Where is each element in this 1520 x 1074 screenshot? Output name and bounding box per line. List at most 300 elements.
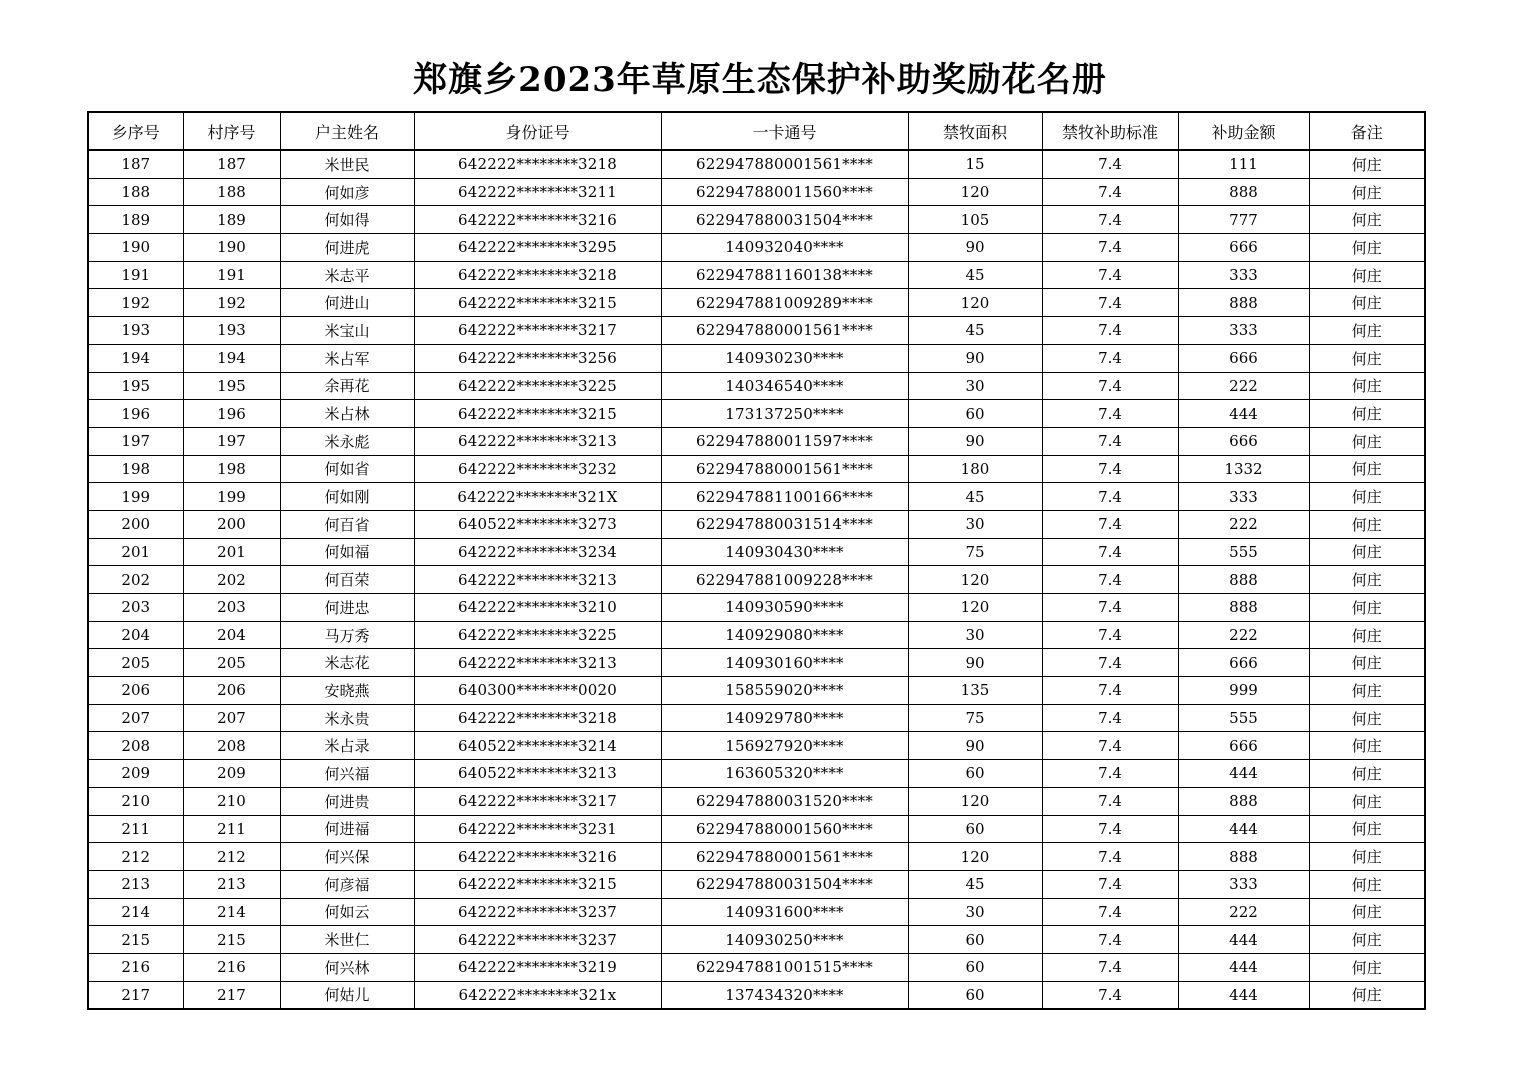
header-row <box>88 112 1425 150</box>
card-number-cell: 622947880001561**** <box>661 150 908 178</box>
householder-name-cell: 米占录 <box>280 732 414 760</box>
table-row <box>88 510 1425 538</box>
table-row <box>88 815 1425 843</box>
subsidy-roster-table <box>87 111 1426 1010</box>
remarks-cell: 何庄 <box>1309 677 1425 705</box>
card-number-cell: 140932040**** <box>661 234 908 262</box>
standard-cell: 7.4 <box>1042 400 1178 428</box>
amount-cell: 333 <box>1178 317 1309 345</box>
householder-name-cell: 何进忠 <box>280 594 414 622</box>
table-row <box>88 953 1425 981</box>
householder-name-cell: 何百省 <box>280 510 414 538</box>
table-row <box>88 926 1425 954</box>
remarks-cell: 何庄 <box>1309 566 1425 594</box>
table-row <box>88 206 1425 234</box>
area-cell: 60 <box>908 953 1042 981</box>
area-cell: 120 <box>908 594 1042 622</box>
table-row <box>88 649 1425 677</box>
card-number-cell: 158559020**** <box>661 677 908 705</box>
id-number-cell: 642222********3218 <box>414 261 661 289</box>
card-number-cell: 622947880001561**** <box>661 455 908 483</box>
remarks-cell: 何庄 <box>1309 150 1425 178</box>
amount-cell: 222 <box>1178 372 1309 400</box>
village-no-cell: 210 <box>183 787 280 815</box>
remarks-cell: 何庄 <box>1309 234 1425 262</box>
township-no-cell: 205 <box>88 649 183 677</box>
remarks-cell: 何庄 <box>1309 427 1425 455</box>
village-no-cell: 211 <box>183 815 280 843</box>
remarks-cell: 何庄 <box>1309 455 1425 483</box>
remarks-cell: 何庄 <box>1309 178 1425 206</box>
village-no-cell: 196 <box>183 400 280 428</box>
standard-cell: 7.4 <box>1042 649 1178 677</box>
id-number-cell: 642222********3216 <box>414 206 661 234</box>
card-number-cell: 140346540**** <box>661 372 908 400</box>
card-number-cell: 140930160**** <box>661 649 908 677</box>
householder-name-cell: 米世仁 <box>280 926 414 954</box>
householder-name-cell: 米永彪 <box>280 427 414 455</box>
card-number-cell: 622947880031504**** <box>661 870 908 898</box>
standard-cell: 7.4 <box>1042 317 1178 345</box>
standard-cell: 7.4 <box>1042 372 1178 400</box>
area-cell: 120 <box>908 178 1042 206</box>
table-row <box>88 372 1425 400</box>
column-header-subsidy-amount: 补助金额 <box>1178 112 1309 150</box>
area-cell: 75 <box>908 704 1042 732</box>
area-cell: 90 <box>908 344 1042 372</box>
area-cell: 15 <box>908 150 1042 178</box>
village-no-cell: 191 <box>183 261 280 289</box>
amount-cell: 888 <box>1178 787 1309 815</box>
amount-cell: 1332 <box>1178 455 1309 483</box>
householder-name-cell: 米志平 <box>280 261 414 289</box>
village-no-cell: 215 <box>183 926 280 954</box>
township-no-cell: 201 <box>88 538 183 566</box>
card-number-cell: 137434320**** <box>661 981 908 1009</box>
township-no-cell: 214 <box>88 898 183 926</box>
id-number-cell: 640300********0020 <box>414 677 661 705</box>
householder-name-cell: 何如彦 <box>280 178 414 206</box>
householder-name-cell: 安晓燕 <box>280 677 414 705</box>
id-number-cell: 642222********3231 <box>414 815 661 843</box>
standard-cell: 7.4 <box>1042 234 1178 262</box>
householder-name-cell: 何如省 <box>280 455 414 483</box>
table-row <box>88 483 1425 511</box>
householder-name-cell: 米志花 <box>280 649 414 677</box>
remarks-cell: 何庄 <box>1309 289 1425 317</box>
card-number-cell: 140930230**** <box>661 344 908 372</box>
township-no-cell: 196 <box>88 400 183 428</box>
remarks-cell: 何庄 <box>1309 732 1425 760</box>
area-cell: 105 <box>908 206 1042 234</box>
standard-cell: 7.4 <box>1042 926 1178 954</box>
area-cell: 60 <box>908 760 1042 788</box>
area-cell: 30 <box>908 621 1042 649</box>
column-header-township-no: 乡序号 <box>88 112 183 150</box>
column-header-remarks: 备注 <box>1309 112 1425 150</box>
standard-cell: 7.4 <box>1042 566 1178 594</box>
id-number-cell: 642222********3213 <box>414 566 661 594</box>
standard-cell: 7.4 <box>1042 898 1178 926</box>
village-no-cell: 197 <box>183 427 280 455</box>
table-row <box>88 704 1425 732</box>
table-row <box>88 787 1425 815</box>
id-number-cell: 642222********3256 <box>414 344 661 372</box>
amount-cell: 444 <box>1178 760 1309 788</box>
id-number-cell: 642222********3210 <box>414 594 661 622</box>
remarks-cell: 何庄 <box>1309 898 1425 926</box>
township-no-cell: 207 <box>88 704 183 732</box>
remarks-cell: 何庄 <box>1309 843 1425 871</box>
township-no-cell: 197 <box>88 427 183 455</box>
standard-cell: 7.4 <box>1042 344 1178 372</box>
table-row <box>88 344 1425 372</box>
amount-cell: 888 <box>1178 289 1309 317</box>
table-row <box>88 760 1425 788</box>
table-row <box>88 898 1425 926</box>
amount-cell: 222 <box>1178 510 1309 538</box>
area-cell: 120 <box>908 289 1042 317</box>
remarks-cell: 何庄 <box>1309 621 1425 649</box>
village-no-cell: 203 <box>183 594 280 622</box>
township-no-cell: 187 <box>88 150 183 178</box>
village-no-cell: 200 <box>183 510 280 538</box>
id-number-cell: 642222********3218 <box>414 704 661 732</box>
amount-cell: 666 <box>1178 427 1309 455</box>
township-no-cell: 193 <box>88 317 183 345</box>
township-no-cell: 198 <box>88 455 183 483</box>
amount-cell: 111 <box>1178 150 1309 178</box>
amount-cell: 888 <box>1178 566 1309 594</box>
village-no-cell: 208 <box>183 732 280 760</box>
amount-cell: 444 <box>1178 926 1309 954</box>
township-no-cell: 195 <box>88 372 183 400</box>
standard-cell: 7.4 <box>1042 843 1178 871</box>
householder-name-cell: 米宝山 <box>280 317 414 345</box>
amount-cell: 999 <box>1178 677 1309 705</box>
township-no-cell: 212 <box>88 843 183 871</box>
area-cell: 60 <box>908 815 1042 843</box>
householder-name-cell: 马万秀 <box>280 621 414 649</box>
township-no-cell: 200 <box>88 510 183 538</box>
table-row <box>88 455 1425 483</box>
remarks-cell: 何庄 <box>1309 787 1425 815</box>
card-number-cell: 622947881001515**** <box>661 953 908 981</box>
id-number-cell: 642222********3217 <box>414 317 661 345</box>
township-no-cell: 215 <box>88 926 183 954</box>
id-number-cell: 642222********3215 <box>414 400 661 428</box>
standard-cell: 7.4 <box>1042 261 1178 289</box>
householder-name-cell: 米占军 <box>280 344 414 372</box>
id-number-cell: 642222********3225 <box>414 372 661 400</box>
township-no-cell: 199 <box>88 483 183 511</box>
card-number-cell: 140930590**** <box>661 594 908 622</box>
village-no-cell: 202 <box>183 566 280 594</box>
amount-cell: 555 <box>1178 538 1309 566</box>
township-no-cell: 206 <box>88 677 183 705</box>
remarks-cell: 何庄 <box>1309 649 1425 677</box>
table-row <box>88 594 1425 622</box>
card-number-cell: 622947880031504**** <box>661 206 908 234</box>
standard-cell: 7.4 <box>1042 483 1178 511</box>
area-cell: 45 <box>908 317 1042 345</box>
area-cell: 180 <box>908 455 1042 483</box>
remarks-cell: 何庄 <box>1309 981 1425 1009</box>
remarks-cell: 何庄 <box>1309 870 1425 898</box>
area-cell: 45 <box>908 261 1042 289</box>
township-no-cell: 210 <box>88 787 183 815</box>
area-cell: 120 <box>908 566 1042 594</box>
id-number-cell: 642222********321X <box>414 483 661 511</box>
card-number-cell: 173137250**** <box>661 400 908 428</box>
card-number-cell: 140929080**** <box>661 621 908 649</box>
card-number-cell: 622947881100166**** <box>661 483 908 511</box>
id-number-cell: 642222********3216 <box>414 843 661 871</box>
id-number-cell: 642222********3232 <box>414 455 661 483</box>
householder-name-cell: 余再花 <box>280 372 414 400</box>
table-row <box>88 732 1425 760</box>
village-no-cell: 193 <box>183 317 280 345</box>
area-cell: 90 <box>908 234 1042 262</box>
id-number-cell: 642222********3217 <box>414 787 661 815</box>
township-no-cell: 202 <box>88 566 183 594</box>
remarks-cell: 何庄 <box>1309 594 1425 622</box>
remarks-cell: 何庄 <box>1309 953 1425 981</box>
township-no-cell: 217 <box>88 981 183 1009</box>
amount-cell: 555 <box>1178 704 1309 732</box>
standard-cell: 7.4 <box>1042 732 1178 760</box>
township-no-cell: 194 <box>88 344 183 372</box>
township-no-cell: 216 <box>88 953 183 981</box>
standard-cell: 7.4 <box>1042 427 1178 455</box>
householder-name-cell: 何进贵 <box>280 787 414 815</box>
township-no-cell: 188 <box>88 178 183 206</box>
remarks-cell: 何庄 <box>1309 926 1425 954</box>
amount-cell: 444 <box>1178 981 1309 1009</box>
table-row <box>88 566 1425 594</box>
standard-cell: 7.4 <box>1042 621 1178 649</box>
column-header-householder-name: 户主姓名 <box>280 112 414 150</box>
standard-cell: 7.4 <box>1042 787 1178 815</box>
householder-name-cell: 何兴福 <box>280 760 414 788</box>
amount-cell: 333 <box>1178 870 1309 898</box>
card-number-cell: 622947880001561**** <box>661 843 908 871</box>
standard-cell: 7.4 <box>1042 150 1178 178</box>
table-row <box>88 150 1425 178</box>
householder-name-cell: 何如福 <box>280 538 414 566</box>
householder-name-cell: 何姑儿 <box>280 981 414 1009</box>
area-cell: 90 <box>908 732 1042 760</box>
amount-cell: 666 <box>1178 344 1309 372</box>
area-cell: 120 <box>908 843 1042 871</box>
standard-cell: 7.4 <box>1042 815 1178 843</box>
area-cell: 60 <box>908 981 1042 1009</box>
amount-cell: 333 <box>1178 261 1309 289</box>
householder-name-cell: 何百荣 <box>280 566 414 594</box>
column-header-grazing-ban-area: 禁牧面积 <box>908 112 1042 150</box>
column-header-id-number: 身份证号 <box>414 112 661 150</box>
township-no-cell: 211 <box>88 815 183 843</box>
township-no-cell: 190 <box>88 234 183 262</box>
remarks-cell: 何庄 <box>1309 704 1425 732</box>
table-row <box>88 400 1425 428</box>
village-no-cell: 198 <box>183 455 280 483</box>
standard-cell: 7.4 <box>1042 760 1178 788</box>
village-no-cell: 188 <box>183 178 280 206</box>
township-no-cell: 191 <box>88 261 183 289</box>
standard-cell: 7.4 <box>1042 178 1178 206</box>
standard-cell: 7.4 <box>1042 594 1178 622</box>
remarks-cell: 何庄 <box>1309 815 1425 843</box>
township-no-cell: 192 <box>88 289 183 317</box>
remarks-cell: 何庄 <box>1309 261 1425 289</box>
area-cell: 90 <box>908 427 1042 455</box>
remarks-cell: 何庄 <box>1309 400 1425 428</box>
village-no-cell: 194 <box>183 344 280 372</box>
village-no-cell: 214 <box>183 898 280 926</box>
table-row <box>88 621 1425 649</box>
id-number-cell: 642222********3225 <box>414 621 661 649</box>
card-number-cell: 622947880001560**** <box>661 815 908 843</box>
village-no-cell: 217 <box>183 981 280 1009</box>
standard-cell: 7.4 <box>1042 538 1178 566</box>
householder-name-cell: 何兴林 <box>280 953 414 981</box>
card-number-cell: 622947881160138**** <box>661 261 908 289</box>
area-cell: 30 <box>908 510 1042 538</box>
id-number-cell: 640522********3213 <box>414 760 661 788</box>
area-cell: 45 <box>908 870 1042 898</box>
village-no-cell: 187 <box>183 150 280 178</box>
column-header-subsidy-standard: 禁牧补助标准 <box>1042 112 1178 150</box>
id-number-cell: 642222********3234 <box>414 538 661 566</box>
remarks-cell: 何庄 <box>1309 372 1425 400</box>
village-no-cell: 213 <box>183 870 280 898</box>
id-number-cell: 642222********3237 <box>414 898 661 926</box>
id-number-cell: 642222********3219 <box>414 953 661 981</box>
village-no-cell: 201 <box>183 538 280 566</box>
table-row <box>88 178 1425 206</box>
id-number-cell: 640522********3214 <box>414 732 661 760</box>
village-no-cell: 209 <box>183 760 280 788</box>
table-row <box>88 317 1425 345</box>
table-row <box>88 843 1425 871</box>
card-number-cell: 622947880031514**** <box>661 510 908 538</box>
householder-name-cell: 米世民 <box>280 150 414 178</box>
card-number-cell: 622947881009228**** <box>661 566 908 594</box>
table-row <box>88 289 1425 317</box>
village-no-cell: 205 <box>183 649 280 677</box>
amount-cell: 666 <box>1178 234 1309 262</box>
standard-cell: 7.4 <box>1042 677 1178 705</box>
amount-cell: 666 <box>1178 649 1309 677</box>
amount-cell: 777 <box>1178 206 1309 234</box>
village-no-cell: 199 <box>183 483 280 511</box>
amount-cell: 333 <box>1178 483 1309 511</box>
village-no-cell: 216 <box>183 953 280 981</box>
id-number-cell: 642222********3218 <box>414 150 661 178</box>
village-no-cell: 204 <box>183 621 280 649</box>
township-no-cell: 208 <box>88 732 183 760</box>
standard-cell: 7.4 <box>1042 870 1178 898</box>
standard-cell: 7.4 <box>1042 981 1178 1009</box>
card-number-cell: 622947880031520**** <box>661 787 908 815</box>
remarks-cell: 何庄 <box>1309 344 1425 372</box>
card-number-cell: 156927920**** <box>661 732 908 760</box>
township-no-cell: 213 <box>88 870 183 898</box>
amount-cell: 666 <box>1178 732 1309 760</box>
standard-cell: 7.4 <box>1042 289 1178 317</box>
amount-cell: 222 <box>1178 898 1309 926</box>
column-header-card-number: 一卡通号 <box>661 112 908 150</box>
householder-name-cell: 米永贵 <box>280 704 414 732</box>
remarks-cell: 何庄 <box>1309 206 1425 234</box>
amount-cell: 444 <box>1178 400 1309 428</box>
householder-name-cell: 米占林 <box>280 400 414 428</box>
area-cell: 60 <box>908 400 1042 428</box>
township-no-cell: 204 <box>88 621 183 649</box>
township-no-cell: 203 <box>88 594 183 622</box>
remarks-cell: 何庄 <box>1309 760 1425 788</box>
standard-cell: 7.4 <box>1042 953 1178 981</box>
village-no-cell: 192 <box>183 289 280 317</box>
card-number-cell: 140931600**** <box>661 898 908 926</box>
column-header-village-no: 村序号 <box>183 112 280 150</box>
amount-cell: 888 <box>1178 843 1309 871</box>
village-no-cell: 212 <box>183 843 280 871</box>
householder-name-cell: 何兴保 <box>280 843 414 871</box>
table-body <box>88 150 1425 1009</box>
village-no-cell: 189 <box>183 206 280 234</box>
card-number-cell: 622947880001561**** <box>661 317 908 345</box>
area-cell: 30 <box>908 372 1042 400</box>
table-row <box>88 427 1425 455</box>
table-row <box>88 234 1425 262</box>
remarks-cell: 何庄 <box>1309 538 1425 566</box>
area-cell: 135 <box>908 677 1042 705</box>
amount-cell: 444 <box>1178 815 1309 843</box>
id-number-cell: 642222********3215 <box>414 870 661 898</box>
township-no-cell: 209 <box>88 760 183 788</box>
village-no-cell: 195 <box>183 372 280 400</box>
area-cell: 30 <box>908 898 1042 926</box>
card-number-cell: 622947880011560**** <box>661 178 908 206</box>
card-number-cell: 622947881009289**** <box>661 289 908 317</box>
standard-cell: 7.4 <box>1042 704 1178 732</box>
village-no-cell: 206 <box>183 677 280 705</box>
id-number-cell: 642222********3213 <box>414 427 661 455</box>
id-number-cell: 642222********3295 <box>414 234 661 262</box>
amount-cell: 222 <box>1178 621 1309 649</box>
area-cell: 90 <box>908 649 1042 677</box>
area-cell: 75 <box>908 538 1042 566</box>
standard-cell: 7.4 <box>1042 510 1178 538</box>
standard-cell: 7.4 <box>1042 455 1178 483</box>
card-number-cell: 140929780**** <box>661 704 908 732</box>
table-row <box>88 261 1425 289</box>
amount-cell: 888 <box>1178 178 1309 206</box>
area-cell: 45 <box>908 483 1042 511</box>
householder-name-cell: 何彦福 <box>280 870 414 898</box>
householder-name-cell: 何如云 <box>280 898 414 926</box>
amount-cell: 444 <box>1178 953 1309 981</box>
card-number-cell: 622947880011597**** <box>661 427 908 455</box>
village-no-cell: 190 <box>183 234 280 262</box>
id-number-cell: 642222********3215 <box>414 289 661 317</box>
id-number-cell: 642222********3211 <box>414 178 661 206</box>
township-no-cell: 189 <box>88 206 183 234</box>
village-no-cell: 207 <box>183 704 280 732</box>
householder-name-cell: 何进山 <box>280 289 414 317</box>
